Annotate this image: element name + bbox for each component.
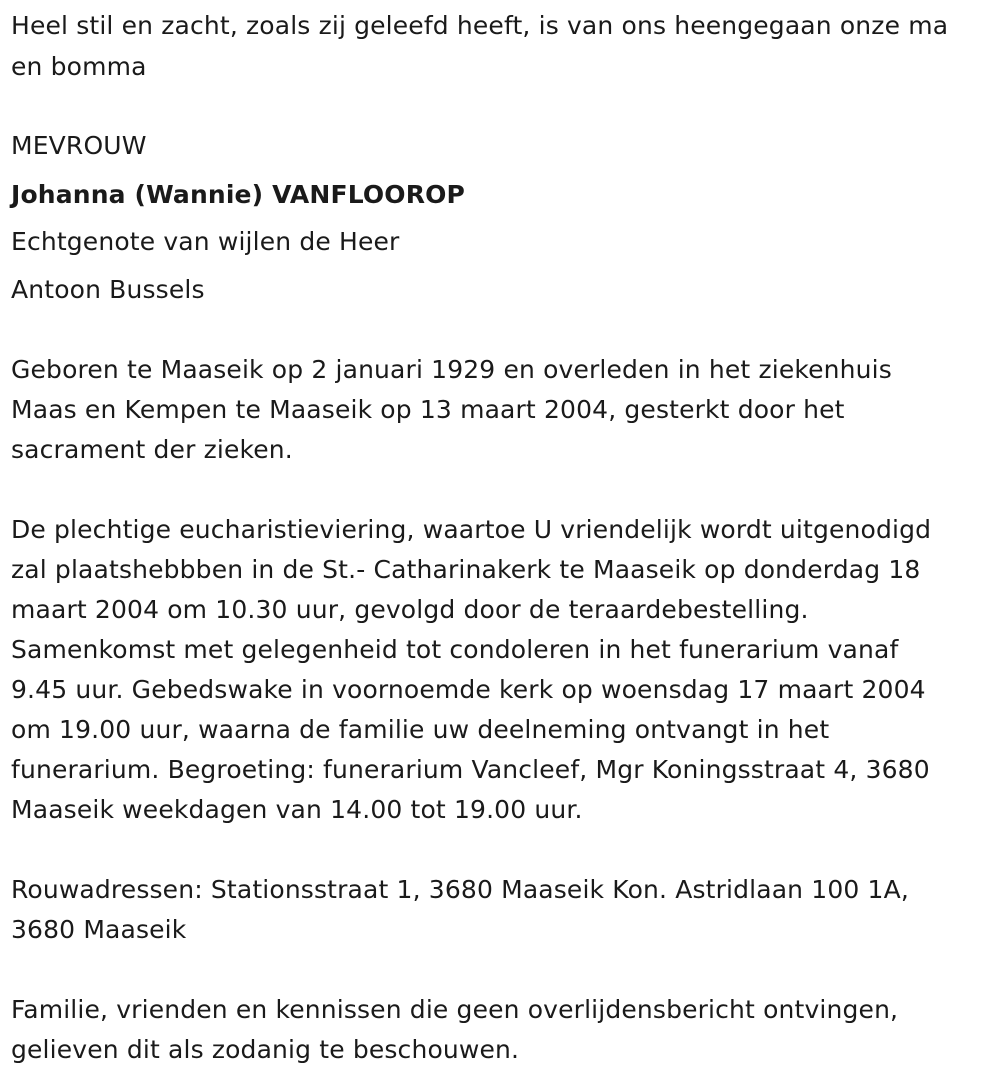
- closing-line: Familie, vrienden en kennissen die geen overlijdensbericht ontvingen,: [11, 995, 899, 1024]
- ceremony-line: om 19.00 uur, waarna de familie uw deelneming ontvangt in het: [11, 715, 830, 744]
- intro-line: Heel stil en zacht, zoals zij geleefd heeft, is van ons heengegaan onze ma: [11, 11, 949, 40]
- honorific-title: MEVROUW: [11, 131, 147, 160]
- deceased-name: Johanna (Wannie) VANFLOOROP: [11, 180, 465, 209]
- ceremony-line: Maaseik weekdagen van 14.00 tot 19.00 uur.: [11, 795, 583, 824]
- birth-death-line: Geboren te Maaseik op 2 januari 1929 en overleden in het ziekenhuis: [11, 355, 892, 384]
- spouse-line: Antoon Bussels: [11, 275, 205, 304]
- ceremony-line: 9.45 uur. Gebedswake in voornoemde kerk op woensdag 17 maart 2004: [11, 675, 926, 704]
- ceremony-line: maart 2004 om 10.30 uur, gevolgd door de teraardebestelling.: [11, 595, 809, 624]
- spouse-line: Echtgenote van wijlen de Heer: [11, 227, 400, 256]
- ceremony-line: funerarium. Begroeting: funerarium Vancleef, Mgr Koningsstraat 4, 3680: [11, 755, 930, 784]
- birth-death-line: sacrament der zieken.: [11, 435, 293, 464]
- ceremony-line: Samenkomst met gelegenheid tot condoleren in het funerarium vanaf: [11, 635, 899, 664]
- address-line: Rouwadressen: Stationsstraat 1, 3680 Maaseik Kon. Astridlaan 100 1A,: [11, 875, 909, 904]
- birth-death-line: Maas en Kempen te Maaseik op 13 maart 2004, gesterkt door het: [11, 395, 845, 424]
- ceremony-line: De plechtige eucharistieviering, waartoe U vriendelijk wordt uitgenodigd: [11, 515, 932, 544]
- ceremony-line: zal plaatshebbben in de St.- Catharinakerk te Maaseik op donderdag 18: [11, 555, 921, 584]
- intro-line: en bomma: [11, 52, 147, 81]
- address-line: 3680 Maaseik: [11, 915, 187, 944]
- closing-line: gelieven dit als zodanig te beschouwen.: [11, 1035, 520, 1064]
